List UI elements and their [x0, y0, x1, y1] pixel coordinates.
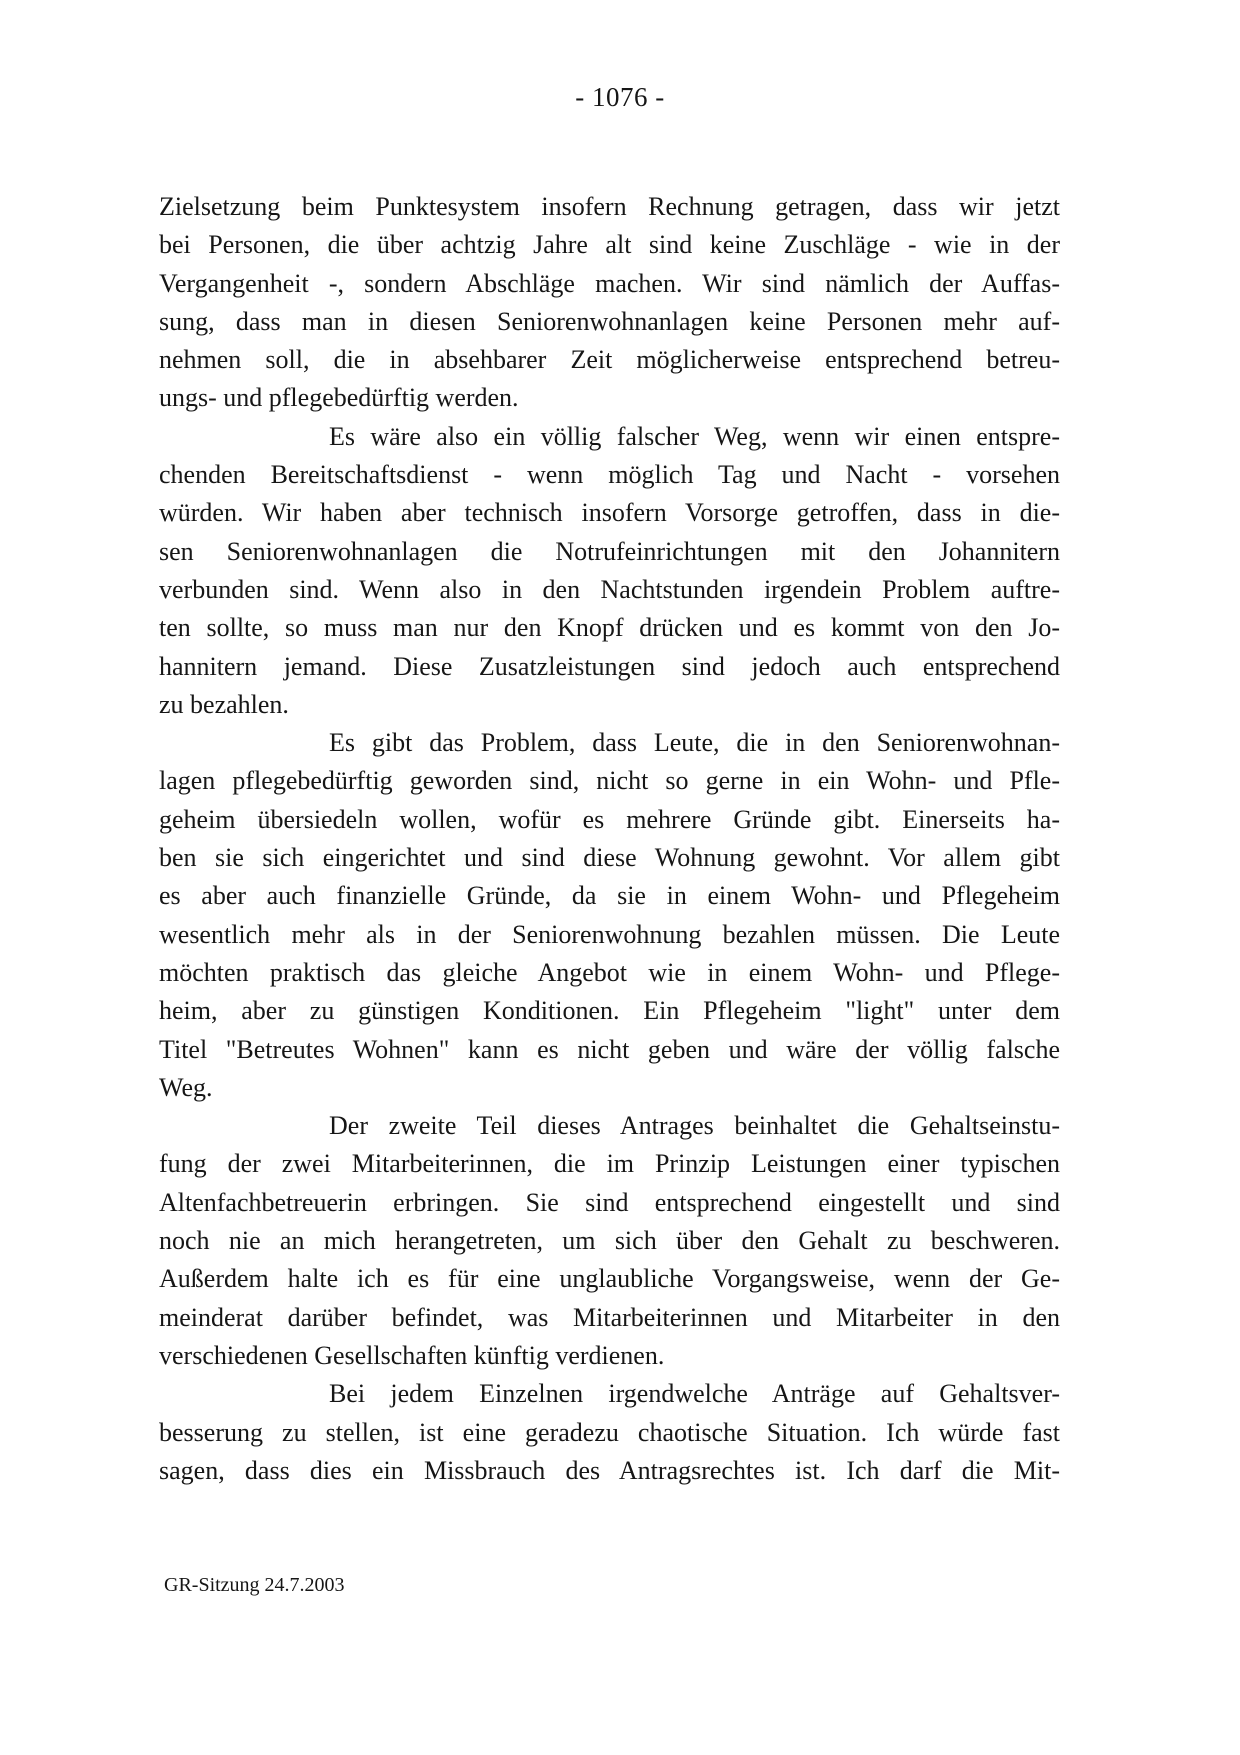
- text-line: ungs- und pflegebedürftig werden.: [159, 383, 519, 413]
- text-line: bei Personen, die über achtzig Jahre alt sind keine Zuschläge - wie in der: [159, 230, 1060, 260]
- paragraph-3: [159, 724, 1060, 1107]
- text-line: geheim übersiedeln wollen, wofür es mehrere Gründe gibt. Einerseits ha-: [159, 804, 1060, 834]
- text-line: lagen pflegebedürftig geworden sind, nicht so gerne in ein Wohn- und Pfle-: [159, 766, 1060, 796]
- text-line: nehmen soll, die in absehbarer Zeit möglicherweise entsprechend betreu-: [159, 345, 1060, 375]
- text-line: Vergangenheit -, sondern Abschläge machen. Wir sind nämlich der Auffas-: [159, 268, 1060, 298]
- text-line: chenden Bereitschaftsdienst - wenn möglich Tag und Nacht - vorsehen: [159, 460, 1060, 490]
- page-number: - 1076 -: [575, 82, 665, 112]
- text-line: meinderat darüber befindet, was Mitarbeiterinnen und Mitarbeiter in den: [159, 1302, 1060, 1332]
- text-line: Altenfachbetreuerin erbringen. Sie sind entsprechend eingestellt und sind: [159, 1187, 1060, 1217]
- text-line: hannitern jemand. Diese Zusatzleistungen sind jedoch auch entsprechend: [159, 651, 1060, 681]
- paragraph-2: [159, 418, 1060, 724]
- text-line: Bei jedem Einzelnen irgendwelche Anträge auf Gehaltsver-: [329, 1379, 1060, 1409]
- document-body: [159, 188, 1060, 1490]
- text-line: Weg.: [159, 1072, 213, 1102]
- text-line: Der zweite Teil dieses Antrages beinhaltet die Gehaltseinstu-: [329, 1111, 1060, 1141]
- paragraph-5: [159, 1375, 1060, 1490]
- text-line: Titel "Betreutes Wohnen" kann es nicht geben und wäre der völlig falsche: [159, 1034, 1060, 1064]
- text-line: fung der zwei Mitarbeiterinnen, die im Prinzip Leistungen einer typischen: [159, 1149, 1060, 1179]
- text-line: ten sollte, so muss man nur den Knopf drücken und es kommt von den Jo-: [159, 613, 1060, 643]
- text-line: sen Seniorenwohnanlagen die Notrufeinrichtungen mit den Johannitern: [159, 536, 1060, 566]
- text-line: sung, dass man in diesen Seniorenwohnanlagen keine Personen mehr auf-: [159, 306, 1060, 336]
- text-line: wesentlich mehr als in der Seniorenwohnung bezahlen müssen. Die Leute: [159, 919, 1060, 949]
- text-line: möchten praktisch das gleiche Angebot wie in einem Wohn- und Pflege-: [159, 957, 1060, 987]
- text-line: besserung zu stellen, ist eine geradezu chaotische Situation. Ich würde fast: [159, 1417, 1060, 1447]
- text-line: sagen, dass dies ein Missbrauch des Antragsrechtes ist. Ich darf die Mit-: [159, 1455, 1060, 1485]
- text-line: verbunden sind. Wenn also in den Nachtstunden irgendein Problem auftre-: [159, 574, 1060, 604]
- text-line: noch nie an mich herangetreten, um sich über den Gehalt zu beschweren.: [159, 1226, 1060, 1256]
- text-line: Es wäre also ein völlig falscher Weg, wenn wir einen entspre-: [329, 421, 1060, 451]
- paragraph-1: [159, 188, 1060, 418]
- text-line: Zielsetzung beim Punktesystem insofern Rechnung getragen, dass wir jetzt: [159, 192, 1060, 221]
- text-line: heim, aber zu günstigen Konditionen. Ein Pflegeheim "light" unter dem: [159, 996, 1060, 1026]
- text-line: zu bezahlen.: [159, 689, 289, 719]
- text-line: Außerdem halte ich es für eine unglaubliche Vorgangsweise, wenn der Ge-: [159, 1264, 1060, 1294]
- text-line: ben sie sich eingerichtet und sind diese Wohnung gewohnt. Vor allem gibt: [159, 843, 1060, 873]
- text-line: verschiedenen Gesellschaften künftig verdienen.: [159, 1340, 665, 1370]
- text-line: es aber auch finanzielle Gründe, da sie in einem Wohn- und Pflegeheim: [159, 881, 1060, 911]
- paragraph-4: [159, 1107, 1060, 1375]
- text-line: Es gibt das Problem, dass Leute, die in den Seniorenwohnan-: [329, 728, 1060, 758]
- text-line: würden. Wir haben aber technisch insofern Vorsorge getroffen, dass in die-: [159, 498, 1060, 528]
- footer-session-label: GR-Sitzung 24.7.2003: [164, 1574, 345, 1596]
